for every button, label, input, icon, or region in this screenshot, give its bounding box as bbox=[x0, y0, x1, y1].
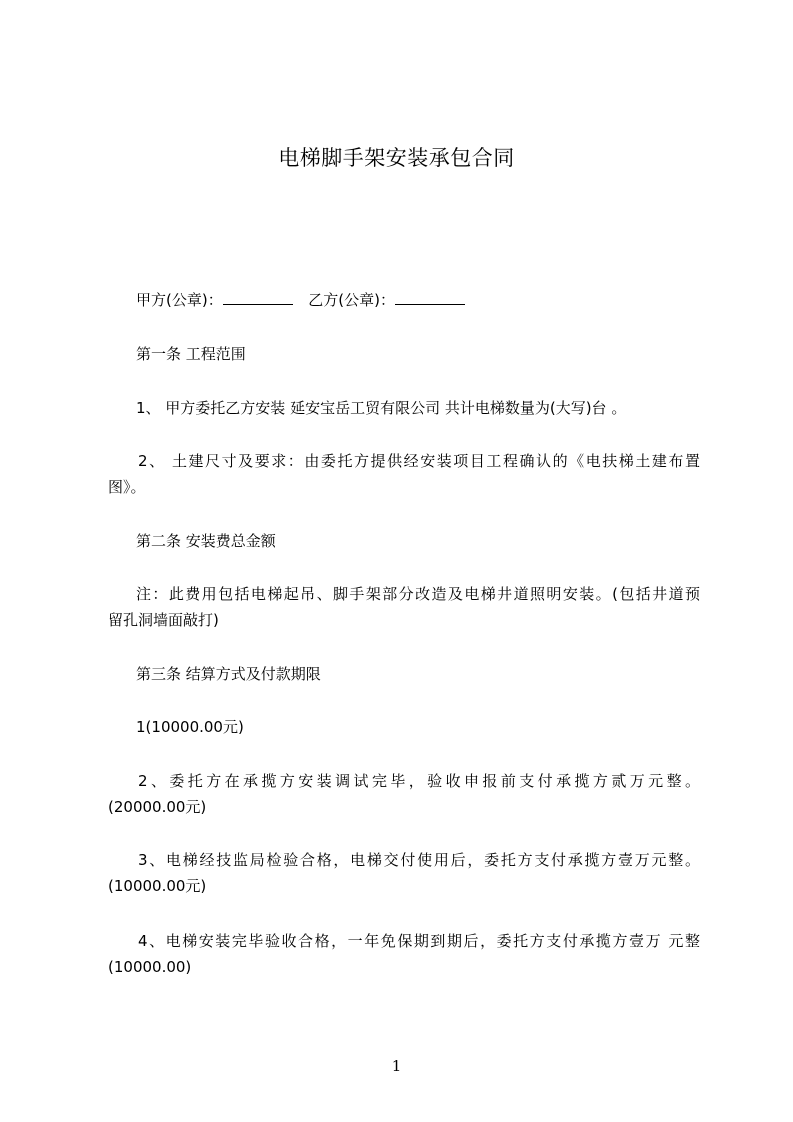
article-2-note-line-2: 留孔洞墙面敲打) bbox=[108, 611, 219, 629]
article-3-item-3-line-2: (10000.00元) bbox=[108, 877, 207, 895]
article-3-item-2-line-1: 2、委托方在承揽方安装调试完毕，验收申报前支付承揽方贰万元整。 bbox=[138, 772, 700, 790]
article-3-item-4-line-1: 4、电梯安装完毕验收合格，一年免保期到期后，委托方支付承揽方壹万 元整 bbox=[138, 932, 700, 950]
article-2-heading: 第二条 安装费总金额 bbox=[136, 532, 276, 550]
article-2-note-line-1: 注：此费用包括电梯起吊、脚手架部分改造及电梯井道照明安装。(包括井道预 bbox=[136, 585, 700, 603]
party-b-label: 乙方(公章)： bbox=[308, 291, 395, 309]
article-3-item-2-line-2: (20000.00元) bbox=[108, 798, 207, 816]
article-3-heading: 第三条 结算方式及付款期限 bbox=[136, 665, 321, 683]
party-b-blank bbox=[395, 304, 465, 305]
parties-line bbox=[136, 287, 465, 313]
article-3-item-3-line-1: 3、电梯经技监局检验合格，电梯交付使用后，委托方支付承揽方壹万元整。 bbox=[138, 851, 700, 869]
article-1-heading: 第一条 工程范围 bbox=[136, 345, 246, 363]
article-3-item-1: 1(10000.00元) bbox=[136, 718, 244, 736]
page-number: 1 bbox=[391, 1057, 402, 1075]
article-1-item-2-line-1: 2、 土建尺寸及要求：由委托方提供经安装项目工程确认的《电扶梯土建布置 bbox=[138, 452, 700, 470]
document-title: 电梯脚手架安装承包合同 bbox=[278, 146, 515, 170]
article-1-item-1: 1、 甲方委托乙方安装 延安宝岳工贸有限公司 共计电梯数量为(大写)台 。 bbox=[136, 399, 627, 417]
article-1-item-2-line-2: 图》。 bbox=[108, 478, 146, 496]
article-3-item-4-line-2: (10000.00) bbox=[108, 958, 192, 976]
party-a-blank bbox=[223, 304, 293, 305]
party-a-label: 甲方(公章)： bbox=[136, 291, 223, 309]
